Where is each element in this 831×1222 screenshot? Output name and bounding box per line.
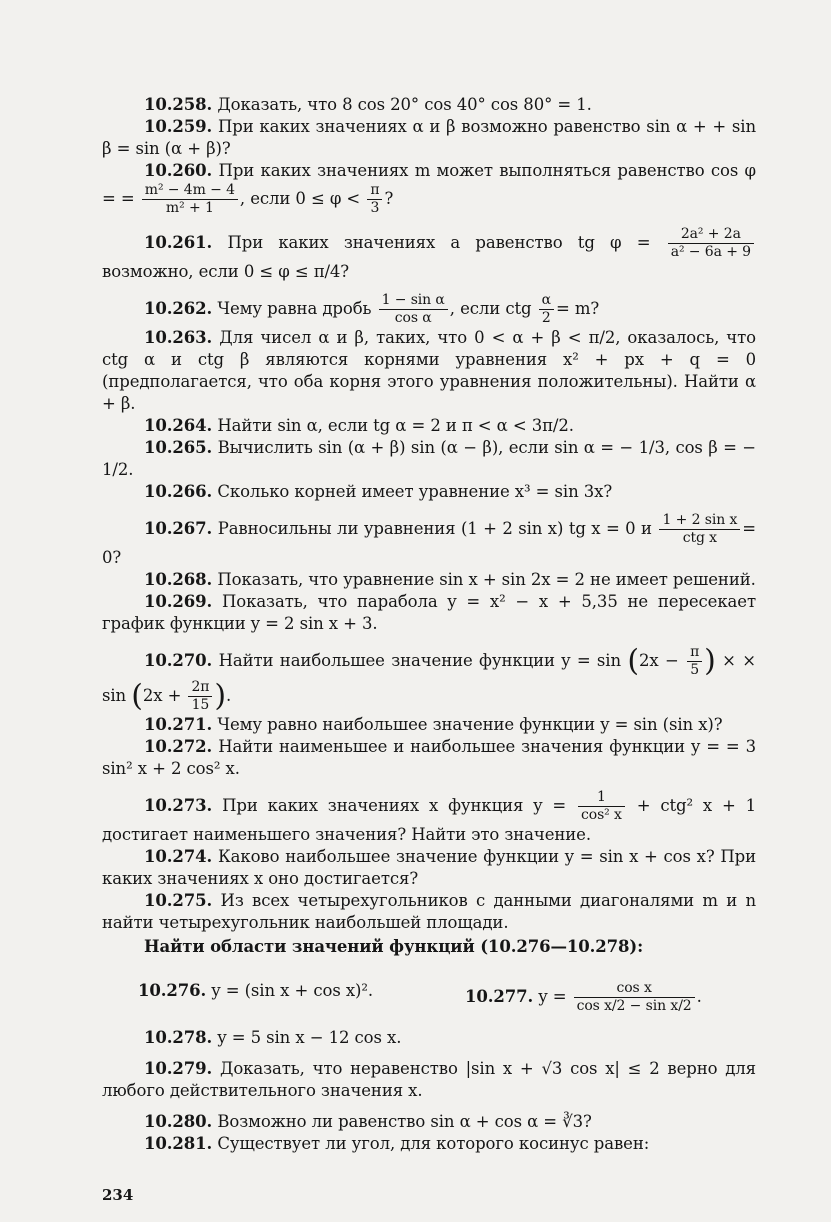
fraction: $\frac{\alpha}{2}$: [539, 292, 554, 327]
problem-10-279: 10.279. Доказать, что неравенство |sin x + √3 cos x| ≤ 2 верно для любого действительного значения x.: [102, 1059, 756, 1100]
problem-10-264: 10.264. Найти sin α, если tg α = 2 и π < α < 3π/2.: [144, 416, 574, 435]
problem-10-272: 10.272. Найти наименьшее и наибольшее значения функции y = = 3 sin² x + 2 cos² x.: [102, 737, 756, 778]
fraction: $\frac{\pi}{3}$: [367, 182, 382, 217]
fraction: $\frac{1}{\text{cos² x}}$: [578, 789, 625, 824]
problem-10-268: 10.268. Показать, что уравнение sin x + sin 2x = 2 не имеет решений.: [144, 570, 756, 589]
page-content: [102, 94, 756, 1155]
fraction: $\frac{\pi}{5}$: [687, 644, 702, 679]
problem-10-271: 10.271. Чему равно наибольшее значение функции y = sin (sin x)?: [144, 715, 723, 734]
problem-10-276: 10.276. y = (sin x + cos x)².: [138, 981, 374, 1000]
problem-10-269: 10.269. Показать, что парабола y = x² − x + 5,35 не пересекает график функции y = 2 sin x + 3.: [102, 592, 756, 633]
fraction: $\frac{\text{cos x}}{\text{cos x/2 − sin x/2}}$: [574, 980, 695, 1015]
problem-10-266: 10.266. Сколько корней имеет уравнение x³ = sin 3x?: [144, 482, 613, 501]
fraction: $\frac{\text{m² − 4m − 4}}{\text{m² + 1}}$: [142, 182, 238, 217]
problem-10-277: 10.277. y = $\frac{\text{cos x}}{\text{cos x/2 − sin x/2}}$ .: [465, 980, 702, 1014]
problem-10-261: 10.261. При каких значениях a равенство tg φ = $\frac{\text{2a² + 2a}}{\text{a² − 6a + 9}}$ возможно, если 0 ≤ φ ≤ π/4?: [102, 226, 756, 283]
fraction: $\frac{\text{1 + 2 sin x}}{\text{ctg x}}$: [659, 512, 740, 547]
problem-10-274: 10.274. Каково наибольшее значение функции y = sin x + cos x? При каких значениях x оно достигается?: [102, 847, 756, 888]
fraction: $\frac{2\pi}{15}$: [188, 679, 212, 714]
problem-10-275: 10.275. Из всех четырехугольников с данными диагоналями m и n найти четырехугольник наибольшей площади.: [102, 891, 756, 932]
problem-10-260: 10.260. При каких значениях m может выполняться равенство cos φ = = $\frac{\text{m² − 4m − 4}}{\text{m² + 1}}$ , если 0 ≤ φ < $\frac{\pi}{3}$ ?: [102, 161, 756, 216]
problem-10-278: 10.278. y = 5 sin x − 12 cos x.: [144, 1028, 402, 1047]
problem-10-270: 10.270. Найти наибольшее значение функции y = sin (2x − $\frac{\pi}{5}$ ) × × sin (2x + $\frac{2\pi}{15}$ ).: [102, 643, 756, 714]
problem-10-258: 10.258. Доказать, что 8 cos 20° cos 40° cos 80° = 1.: [144, 95, 592, 114]
problem-10-267: 10.267. Равносильны ли уравнения (1 + 2 sin x) tg x = 0 и $\frac{\text{1 + 2 sin x}}{\text{ctg x}}$ = 0?: [102, 512, 756, 567]
fraction: $\frac{\text{2a² + 2a}}{\text{a² − 6a + 9}}$: [668, 226, 754, 261]
problem-10-259: 10.259. При каких значениях α и β возможно равенство sin α + + sin β = sin (α + β)?: [102, 117, 756, 158]
problem-10-263: 10.263. Для чисел α и β, таких, что 0 < α + β < π/2, оказалось, что ctg α и ctg β являются корнями уравнения x² + px + q = 0 (предполагается, что оба корня этого уравнения положительны). Найти α + β.: [102, 328, 756, 413]
fraction: $\frac{\text{1 − sin α}}{\text{cos α}}$: [379, 292, 448, 327]
page-number: 234: [102, 1186, 134, 1204]
problem-10-281: 10.281. Существует ли угол, для которого косинус равен:: [144, 1134, 650, 1153]
problem-10-280: 10.280. Возможно ли равенство sin α + cos α = ∛3?: [144, 1112, 592, 1131]
section-heading: Найти области значений функций (10.276—10.278):: [144, 937, 644, 956]
problem-10-273: 10.273. При каких значениях x функция y = $\frac{1}{\text{cos² x}}$ + ctg² x + 1 достигает наименьшего значения? Найти это значение.: [102, 789, 756, 844]
problems-row-276-277: [102, 980, 756, 1015]
problem-10-265: 10.265. Вычислить sin (α + β) sin (α − β), если sin α = − 1/3, cos β = − 1/2.: [102, 438, 756, 479]
problem-10-262: 10.262. Чему равна дробь $\frac{\text{1 − sin α}}{\text{cos α}}$ , если ctg $\frac{\alpha}{2}$ = m?: [144, 292, 600, 326]
